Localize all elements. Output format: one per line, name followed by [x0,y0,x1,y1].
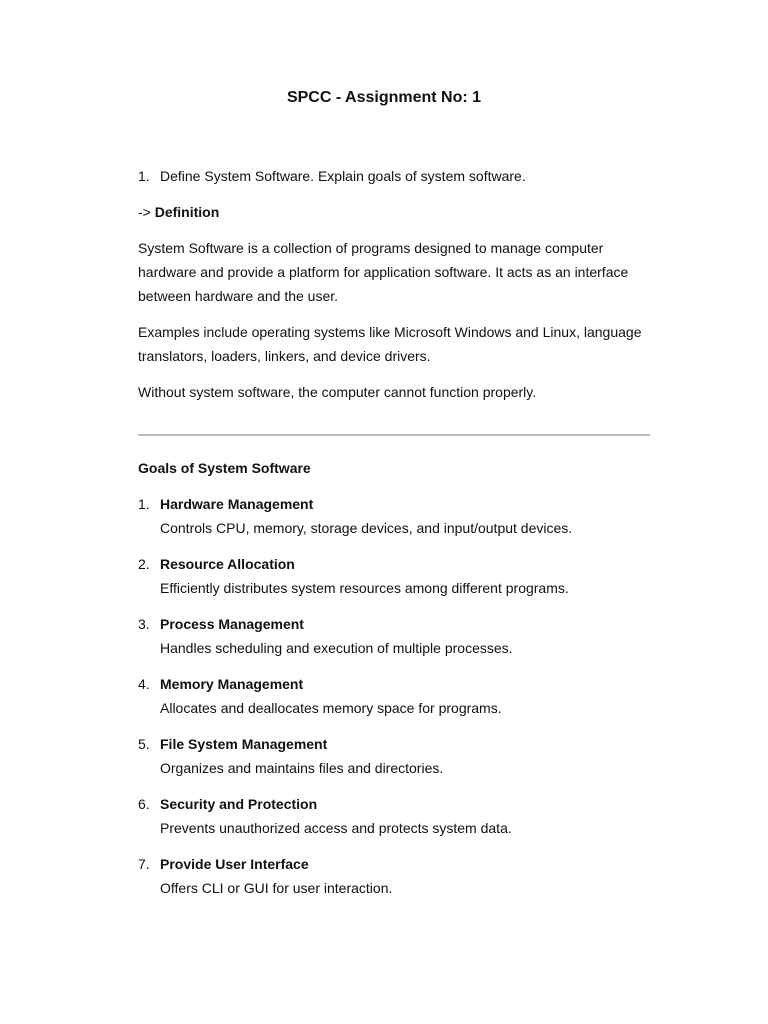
goal-body [160,612,650,660]
goal-item [138,732,650,780]
definition-arrow: -> [138,204,151,220]
goal-number: 3. [138,616,150,632]
goal-body [160,732,650,780]
definition-heading [138,200,650,224]
goal-title: Memory Management [160,676,304,692]
goal-body [160,792,650,840]
goal-title: Resource Allocation [160,556,295,572]
paragraph: Without system software, the computer cannot function properly. [138,384,537,400]
goal-item [138,552,650,600]
goal-item [138,672,650,720]
goal-item [138,792,650,840]
goal-title: Process Management [160,616,304,632]
goal-description: Efficiently distributes system resources among different programs. [160,580,569,596]
goal-body [160,552,650,600]
paragraph: Examples include operating systems like Microsoft Windows and Linux, language translators, loaders, linkers, and device drivers. [138,324,642,364]
goal-number: 5. [138,736,150,752]
paragraph: System Software is a collection of programs designed to manage computer hardware and provide a platform for application software. It acts as an interface between hardware and the user. [138,240,629,304]
definition-label: Definition [154,204,220,220]
goal-description: Allocates and deallocates memory space for programs. [160,700,502,716]
goal-title: File System Management [160,736,328,752]
question-number: 1. [138,168,150,184]
goal-description: Handles scheduling and execution of multiple processes. [160,640,513,656]
question-item [138,164,650,188]
goal-number: 7. [138,856,150,872]
goal-title: Provide User Interface [160,856,309,872]
goal-description: Prevents unauthorized access and protects system data. [160,820,512,836]
goal-description: Organizes and maintains files and directories. [160,760,444,776]
goals-heading: Goals of System Software [138,460,311,476]
horizontal-divider [138,434,650,436]
goal-item [138,852,650,900]
document-body [138,164,650,912]
goal-number: 4. [138,676,150,692]
goal-title: Hardware Management [160,496,314,512]
goal-item [138,492,650,540]
goal-number: 1. [138,496,150,512]
goal-body [160,852,650,900]
page-title: SPCC - Assignment No: 1 [286,89,482,106]
goal-title: Security and Protection [160,796,318,812]
question-text: Define System Software. Explain goals of system software. [160,168,526,184]
goal-body [160,672,650,720]
goal-item [138,612,650,660]
goal-number: 2. [138,556,150,572]
goal-number: 6. [138,796,150,812]
goal-description: Offers CLI or GUI for user interaction. [160,880,393,896]
goal-description: Controls CPU, memory, storage devices, and input/output devices. [160,520,573,536]
goal-body [160,492,650,540]
